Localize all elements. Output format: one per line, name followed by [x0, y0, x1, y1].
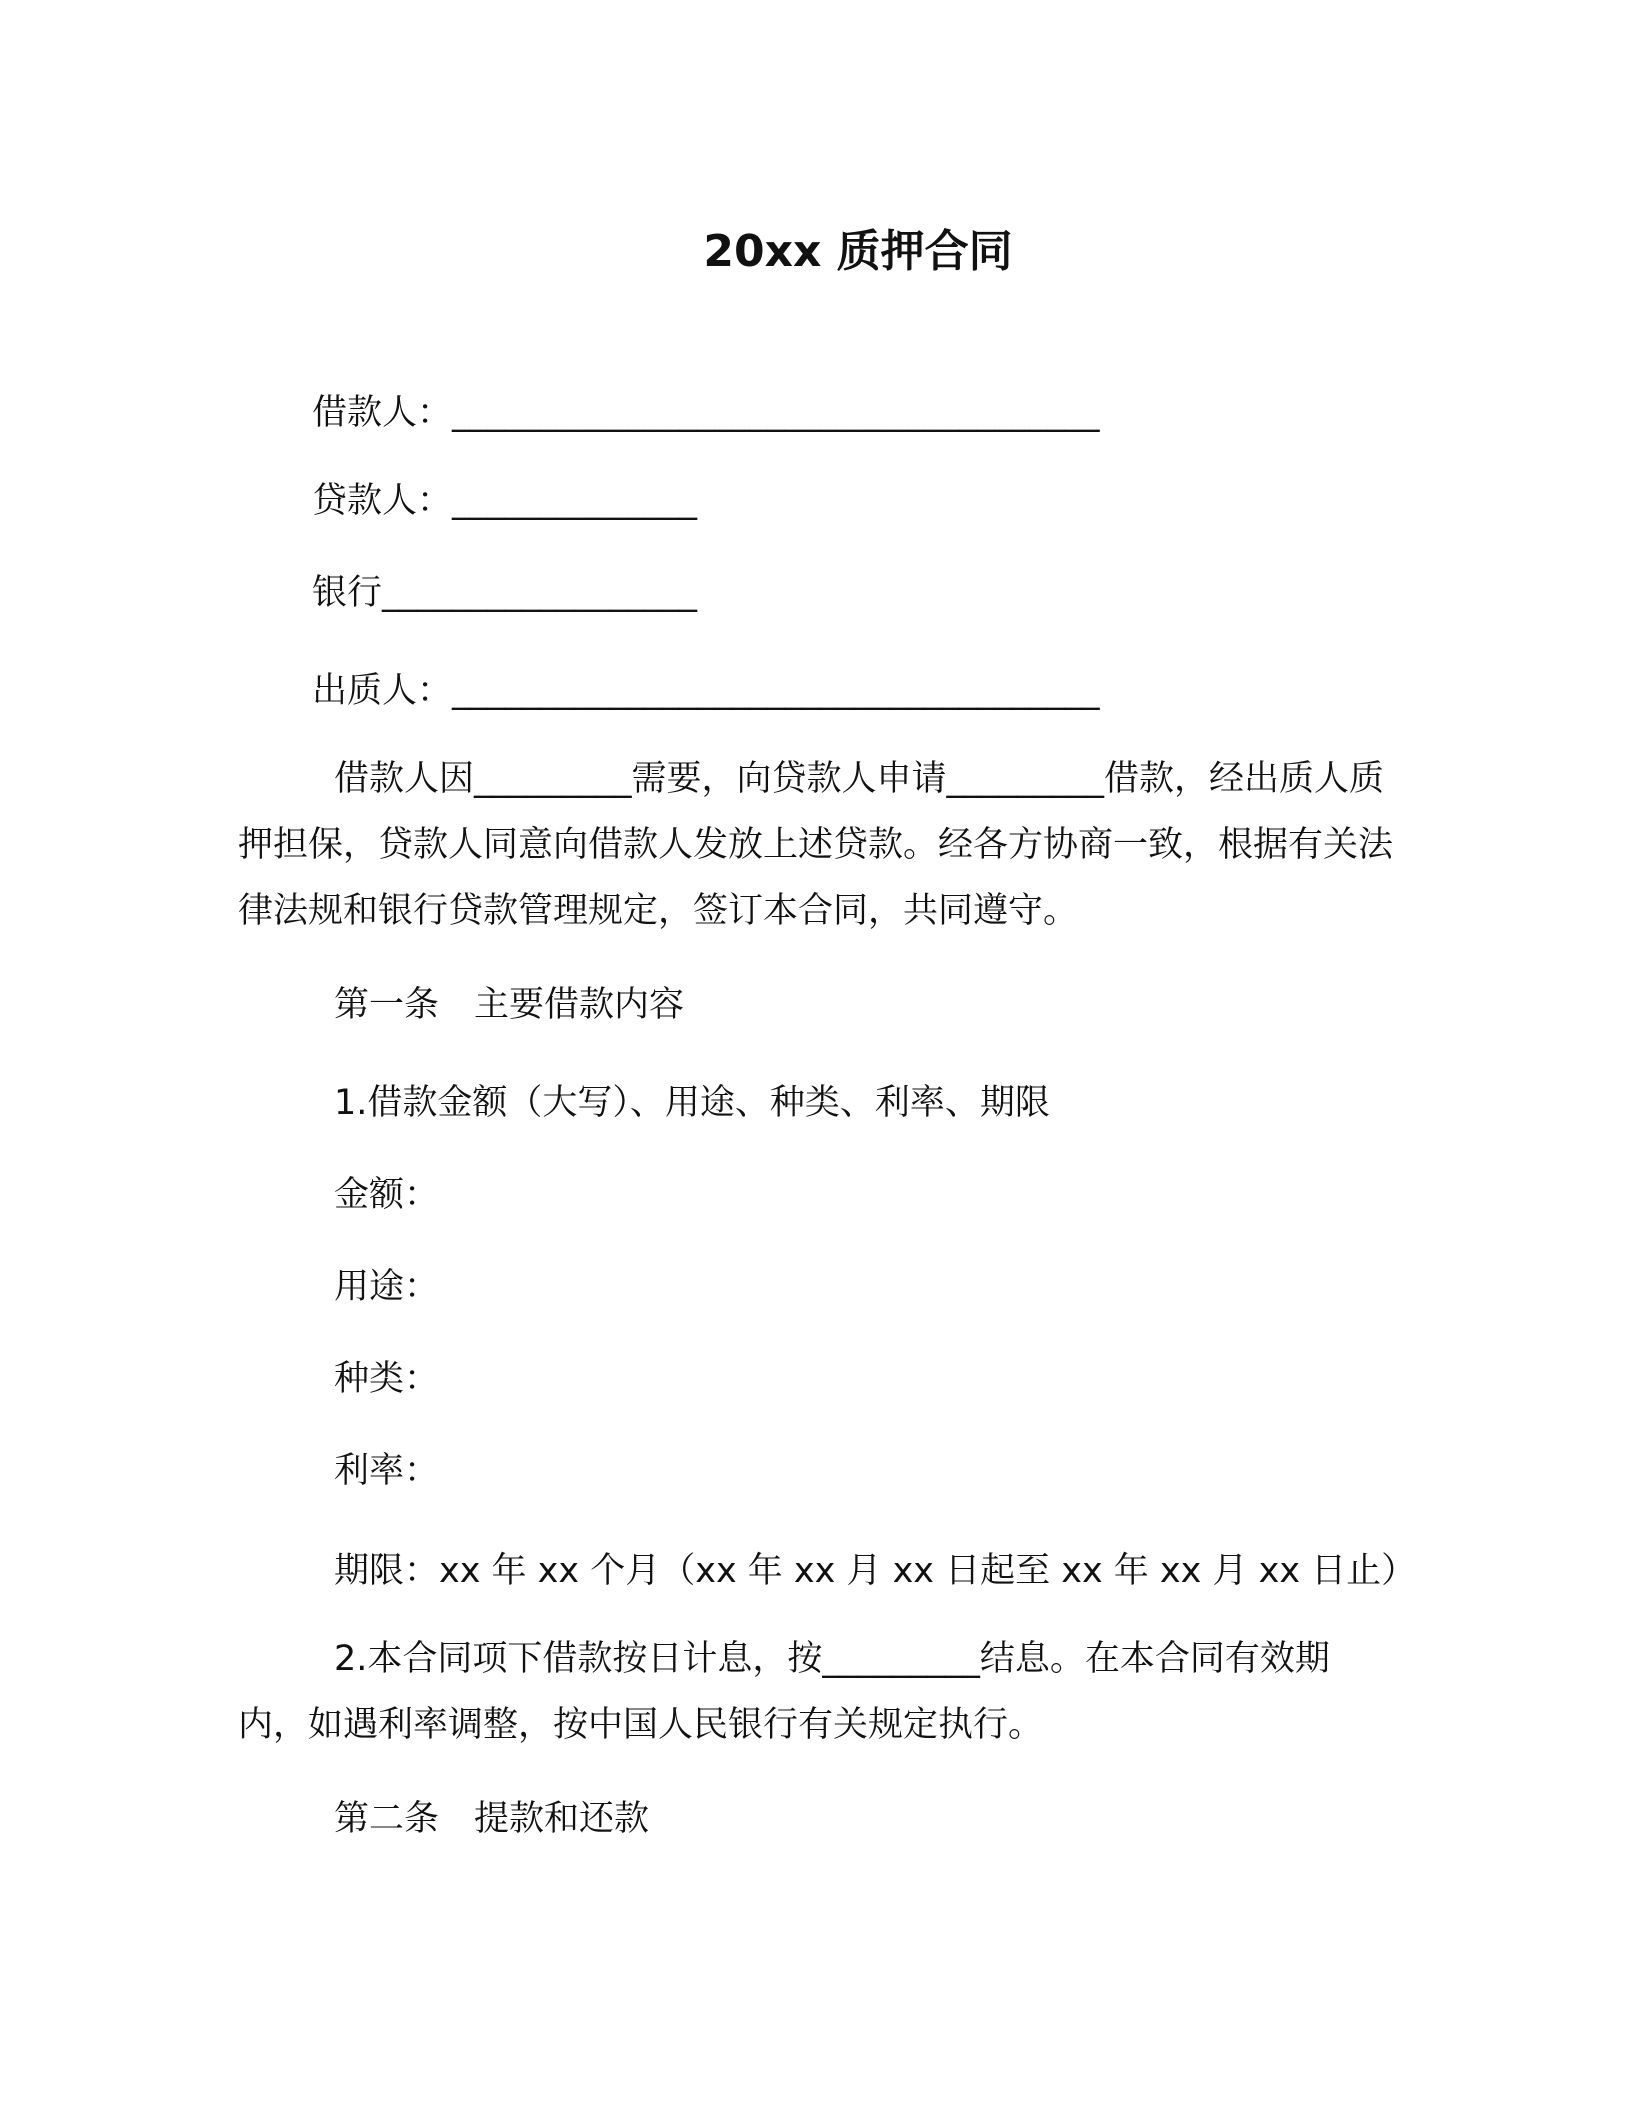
amount-field: 金额：: [334, 1175, 440, 1215]
article-2-heading: 第二条 提款和还款: [334, 1799, 650, 1839]
document-title: 20xx 质押合同: [703, 226, 1013, 277]
article-1-heading: 第一条 主要借款内容: [334, 985, 685, 1025]
intro-paragraph: 借款人因_________需要，向贷款人申请_________借款，经出质人质押担保，贷款人同意向借款人发放上述贷款。经各方协商一致，根据有关法律法规和银行贷款管理规定，签订本合同，共同遵守。: [238, 759, 1394, 931]
term-field: 期限：xx 年 xx 个月（xx 年 xx 月 xx 日起至 xx 年 xx 月 xx 日止）: [334, 1551, 1417, 1591]
borrower-field: 借款人：_____________________________________: [312, 393, 1100, 433]
article-1-item-2: 2.本合同项下借款按日计息，按_________结息。在本合同有效期内，如遇利率调整，按中国人民银行有关规定执行。: [238, 1639, 1330, 1745]
rate-field: 利率：: [334, 1451, 440, 1491]
lender-field: 贷款人：______________: [312, 481, 698, 521]
purpose-field: 用途：: [334, 1267, 440, 1307]
type-field: 种类：: [334, 1359, 440, 1399]
pledgor-field: 出质人：_____________________________________: [312, 671, 1100, 711]
article-1-item-1: 1.借款金额（大写）、用途、种类、利率、期限: [334, 1083, 1050, 1123]
bank-field: 银行__________________: [312, 573, 698, 613]
